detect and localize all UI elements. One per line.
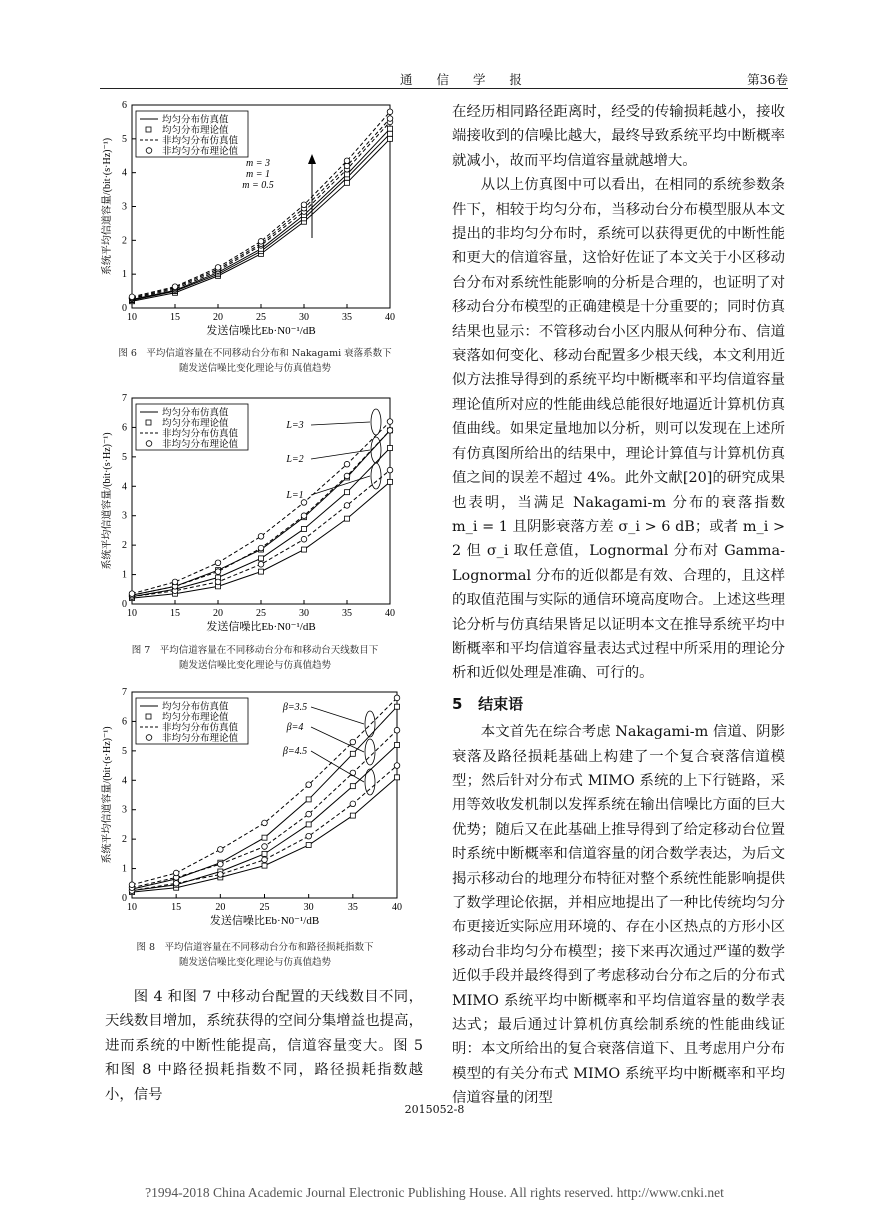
annotation-label: β=3.5	[282, 702, 308, 713]
y-tick-label: 2	[122, 540, 127, 552]
data-point	[306, 822, 311, 827]
y-tick-label: 1	[122, 269, 127, 281]
copyright-footer: ?1994-2018 China Academic Journal Electronic Publishing House. All rights reserved. http://www.cnki.net	[145, 1185, 724, 1200]
y-tick-label: 3	[122, 201, 127, 213]
x-tick-label: 20	[213, 608, 223, 619]
legend-square-marker	[146, 714, 151, 719]
series-line	[132, 766, 397, 891]
x-tick-label: 15	[171, 902, 182, 913]
y-tick-label: 7	[122, 393, 127, 404]
data-point	[173, 880, 179, 886]
x-tick-label: 30	[299, 312, 309, 323]
legend-circle-marker	[146, 148, 152, 154]
annotation-label: L=1	[286, 490, 304, 501]
data-point	[388, 446, 393, 451]
y-tick-label: 1	[122, 863, 127, 875]
legend-label: 非均匀分布理论值	[162, 734, 239, 744]
figure-6-caption-line2: 随发送信噪比变化理论与仿真值趋势	[178, 363, 331, 374]
data-point	[394, 727, 400, 733]
annotation-label: m = 3	[246, 158, 270, 169]
pointer-line	[311, 450, 370, 459]
right-column-text	[452, 100, 785, 1111]
figure-7-chart	[90, 392, 400, 632]
y-axis-label: 系统平均信道容量/(bit·(s·Hz)⁻¹)	[102, 137, 113, 276]
data-point	[387, 116, 393, 122]
journal-title: 通 信 学 报	[400, 72, 532, 87]
data-point	[344, 158, 350, 164]
left-column-text	[105, 985, 423, 1107]
figure-6	[90, 98, 400, 338]
annotation-label: L=3	[286, 420, 304, 431]
paragraph: 从以上仿真图中可以看出，在相同的系统参数条件下，相较于均匀分布，当移动台分布模型服从本文提出的非均匀分布时，系统可以获得更优的中断性能和更大的信道容量，这恰好佐证了本文关于小区移动台分布对系统性能影响的分析是合理的，也证明了对移动台分布模型的正确建模是十分重要的；同时仿真结果也显示：不管移动台小区内服从何种分布、信道衰落如何变化、移动台配置多少根天线，本文利用近似方法推导得到的系统平均中断概率和平均信道容量理论值所对应的性能曲线总能很好地逼近计算机仿真值曲线。如果定量地加以分析，则可以发现在上述所有仿真图所给出的结果中，理论计算值与计算机仿真值之间的误差不超过 4%。此外文献[20]的研究成果也表明，当满足 Nakagami-m 分布的衰落指数 m_i = 1 且阴影衰落方差 σ_i > 6 dB；或者 m_i > 2 但 σ_i 取任意值，Lognormal 分布对 Gamma-Lognormal 分布的近似都是有效、合理的，且这样的取值范围与实际的通信环境高度吻合。上述这些理论分析与仿真结果皆足以证明本文在推导系统平均中断概率和平均信道容量表达式过程中所采用的理论分析和近似处理是准确、可行的。	[452, 177, 785, 682]
data-point	[344, 503, 350, 509]
legend-label: 非均匀分布理论值	[162, 147, 239, 157]
legend-label: 均匀分布理论值	[162, 126, 229, 136]
data-point	[218, 861, 224, 867]
data-point	[388, 479, 393, 484]
data-point	[350, 770, 356, 776]
x-tick-label: 40	[385, 312, 395, 323]
y-tick-label: 4	[122, 481, 127, 493]
data-point	[259, 569, 264, 574]
y-tick-label: 0	[122, 303, 127, 314]
data-point	[350, 813, 355, 818]
data-point	[262, 851, 267, 856]
y-tick-label: 0	[122, 893, 127, 904]
arrow-head	[308, 154, 316, 164]
data-point	[215, 569, 221, 575]
legend-label: 非均匀分布仿真值	[162, 136, 239, 147]
y-tick-label: 6	[122, 422, 127, 434]
volume-label: 第36卷	[747, 72, 788, 87]
y-tick-label: 0	[122, 599, 127, 610]
y-tick-label: 4	[122, 775, 127, 787]
x-axis-label: 发送信噪比Eb·N0⁻¹/dB	[209, 915, 320, 927]
data-point	[262, 863, 267, 868]
figure-8	[90, 688, 410, 928]
figure-8-chart	[90, 688, 410, 928]
y-tick-label: 6	[122, 716, 127, 728]
legend-square-marker	[146, 127, 151, 132]
section-title: 结束语	[478, 694, 524, 713]
series-line	[132, 482, 390, 598]
data-point	[302, 547, 307, 552]
data-point	[306, 782, 312, 788]
group-ellipse	[365, 739, 375, 765]
figure-7-caption-line2: 随发送信噪比变化理论与仿真值趋势	[178, 660, 331, 671]
x-tick-label: 35	[342, 312, 352, 323]
y-tick-label: 7	[122, 687, 127, 698]
x-tick-label: 35	[342, 608, 352, 619]
x-axis-label: 发送信噪比Eb·N0⁻¹/dB	[206, 621, 316, 633]
legend-label: 非均匀分布仿真值	[162, 723, 239, 734]
data-point	[259, 556, 264, 561]
data-point	[258, 534, 264, 540]
data-point	[302, 526, 307, 531]
legend-label: 均匀分布仿真值	[162, 408, 229, 419]
y-axis-label: 系统平均信道容量/(bit·(s·Hz)⁻¹)	[102, 726, 113, 864]
figure-8-caption-line2: 随发送信噪比变化理论与仿真值趋势	[178, 957, 331, 968]
x-tick-label: 30	[299, 608, 309, 619]
paragraph: 在经历相同路径距离时，经受的传输损耗越小，接收端接收到的信噪比越大，最终导致系统平均中断概率就减小，故而平均信道容量就越增大。	[452, 104, 785, 169]
legend-circle-marker	[146, 441, 152, 447]
data-point	[350, 739, 356, 745]
data-point	[395, 742, 400, 747]
data-point	[394, 763, 400, 769]
data-point	[129, 882, 135, 888]
data-point	[301, 536, 307, 542]
data-point	[218, 872, 224, 878]
legend-label: 均匀分布仿真值	[162, 702, 229, 713]
y-tick-label: 2	[122, 834, 127, 846]
figure-7	[90, 392, 400, 632]
data-point	[387, 419, 393, 425]
series-line	[132, 745, 397, 891]
data-point	[172, 579, 178, 585]
data-point	[258, 561, 264, 567]
paragraph: 图 4 和图 7 中移动台配置的天线数目不同，天线数目增加，系统获得的空间分集增益也提高，进而系统的中断性能提高，信道容量变大。图 5 和图 8 中路径损耗指数不同，路径损耗指数越小，信号	[105, 989, 423, 1103]
data-point	[345, 516, 350, 521]
data-point	[350, 801, 356, 807]
figure-7-caption-line1: 图 7 平均信道容量在不同移动台分布和移动台天线数目下	[131, 645, 379, 656]
y-tick-label: 6	[122, 100, 127, 111]
group-ellipse	[371, 463, 381, 489]
data-point	[394, 695, 400, 701]
data-point	[301, 202, 307, 208]
y-axis-label: 系统平均信道容量/(bit·(s·Hz)⁻¹)	[102, 432, 113, 570]
section-heading	[452, 692, 785, 716]
x-tick-label: 10	[127, 312, 137, 323]
data-point	[262, 844, 268, 850]
legend-square-marker	[146, 420, 151, 425]
data-point	[262, 857, 268, 863]
x-tick-label: 15	[170, 312, 180, 323]
x-axis-label: 发送信噪比Eb·N0⁻¹/dB	[206, 325, 316, 337]
section-number: 5	[452, 694, 463, 713]
data-point	[129, 294, 135, 300]
y-tick-label: 3	[122, 804, 127, 816]
data-point	[172, 284, 178, 290]
group-ellipse	[365, 769, 375, 795]
data-point	[344, 461, 350, 467]
data-point	[345, 180, 350, 185]
annotation-label: m = 0.5	[242, 180, 274, 191]
data-point	[301, 513, 307, 519]
legend-label: 均匀分布仿真值	[162, 115, 229, 126]
data-point	[215, 265, 221, 271]
legend-label: 非均匀分布理论值	[162, 440, 239, 450]
x-tick-label: 25	[256, 608, 266, 619]
x-tick-label: 15	[170, 608, 180, 619]
data-point	[306, 811, 312, 817]
legend-label: 均匀分布理论值	[162, 713, 229, 723]
annotation-label: L=2	[286, 454, 304, 465]
data-point	[262, 820, 268, 826]
group-ellipse	[365, 711, 375, 737]
figure-6-caption-line1: 图 6 平均信道容量在不同移动台分布和 Nakagami 衰落系数下	[118, 348, 392, 359]
figure-7-caption	[90, 643, 420, 673]
y-tick-label: 5	[122, 133, 127, 145]
data-point	[344, 473, 350, 479]
y-tick-label: 1	[122, 569, 127, 581]
x-tick-label: 20	[215, 902, 226, 913]
figure-8-caption-line1: 图 8 平均信道容量在不同移动台分布和路径损耗指数下	[136, 942, 374, 953]
x-tick-label: 25	[259, 902, 270, 913]
data-point	[215, 579, 221, 585]
data-point	[218, 847, 224, 853]
y-tick-label: 5	[122, 745, 127, 757]
pointer-line	[311, 422, 370, 425]
data-point	[129, 591, 135, 597]
data-point	[387, 428, 393, 434]
data-point	[258, 239, 264, 245]
figure-6-caption	[90, 346, 420, 376]
data-point	[388, 126, 393, 131]
page-number: 2015052-8	[404, 1103, 465, 1116]
x-tick-label: 30	[303, 902, 314, 913]
data-point	[345, 172, 350, 177]
data-point	[173, 870, 179, 876]
data-point	[262, 835, 267, 840]
y-tick-label: 3	[122, 510, 127, 522]
figure-8-caption	[90, 940, 420, 970]
legend-label: 均匀分布理论值	[162, 419, 229, 429]
x-tick-label: 35	[347, 902, 358, 913]
data-point	[345, 490, 350, 495]
data-point	[306, 843, 311, 848]
paragraph: 本文首先在综合考虑 Nakagami-m 信道、阴影衰落及路径损耗基础上构建了一个复合衰落信道模型；然后针对分布式 MIMO 系统的上下行链路，采用等效收发机制以发挥系统在输出信噪比方面的巨大优势；随后又在此基础上推导得到了给定移动台位置时系统中断概率和信道容量的闭合数学表达，为后文揭示移动台的地理分布特征对整个系统性能影响提供了数学理论依据，并相应地提出了一种比传统均匀分布更接近实际应用环境的、存在小区热点的方形小区移动台非均匀分布模型；接下来再次通过严谨的数学近似手段并最终得到了考虑移动台分布之后的分布式 MIMO 系统平均中断概率和平均信道容量的数学表达式；最后通过计算机仿真绘制系统的性能曲线证明：本文所给出的复合衰落信道下、且考虑用户分布模型的有关分布式 MIMO 系统平均中断概率和平均信道容量的闭型	[452, 724, 785, 1107]
data-point	[306, 833, 312, 839]
y-tick-label: 2	[122, 235, 127, 247]
legend-label: 非均匀分布仿真值	[162, 429, 239, 440]
x-tick-label: 40	[385, 608, 395, 619]
pointer-line	[311, 707, 364, 724]
data-point	[395, 775, 400, 780]
data-point	[350, 784, 355, 789]
annotation-label: β=4	[286, 722, 304, 733]
data-point	[306, 797, 311, 802]
x-tick-label: 10	[127, 902, 137, 913]
data-point	[350, 751, 355, 756]
data-point	[215, 560, 221, 566]
y-tick-label: 4	[122, 167, 127, 179]
running-header	[100, 68, 788, 89]
data-point	[387, 109, 393, 115]
data-point	[395, 704, 400, 709]
x-tick-label: 40	[392, 902, 402, 913]
pointer-line	[311, 476, 370, 495]
data-point	[388, 131, 393, 136]
figure-6-chart	[90, 98, 400, 338]
y-tick-label: 5	[122, 451, 127, 463]
annotation-label: m = 1	[246, 169, 270, 180]
series-line	[132, 777, 397, 892]
annotation-label: β=4.5	[282, 746, 308, 757]
legend-circle-marker	[146, 735, 152, 741]
data-point	[388, 136, 393, 141]
x-tick-label: 25	[256, 312, 266, 323]
pointer-line	[311, 727, 364, 752]
group-ellipse	[371, 409, 381, 435]
data-point	[258, 545, 264, 551]
x-tick-label: 10	[127, 608, 137, 619]
x-tick-label: 20	[213, 312, 223, 323]
data-point	[387, 467, 393, 473]
pointer-line	[311, 751, 364, 782]
